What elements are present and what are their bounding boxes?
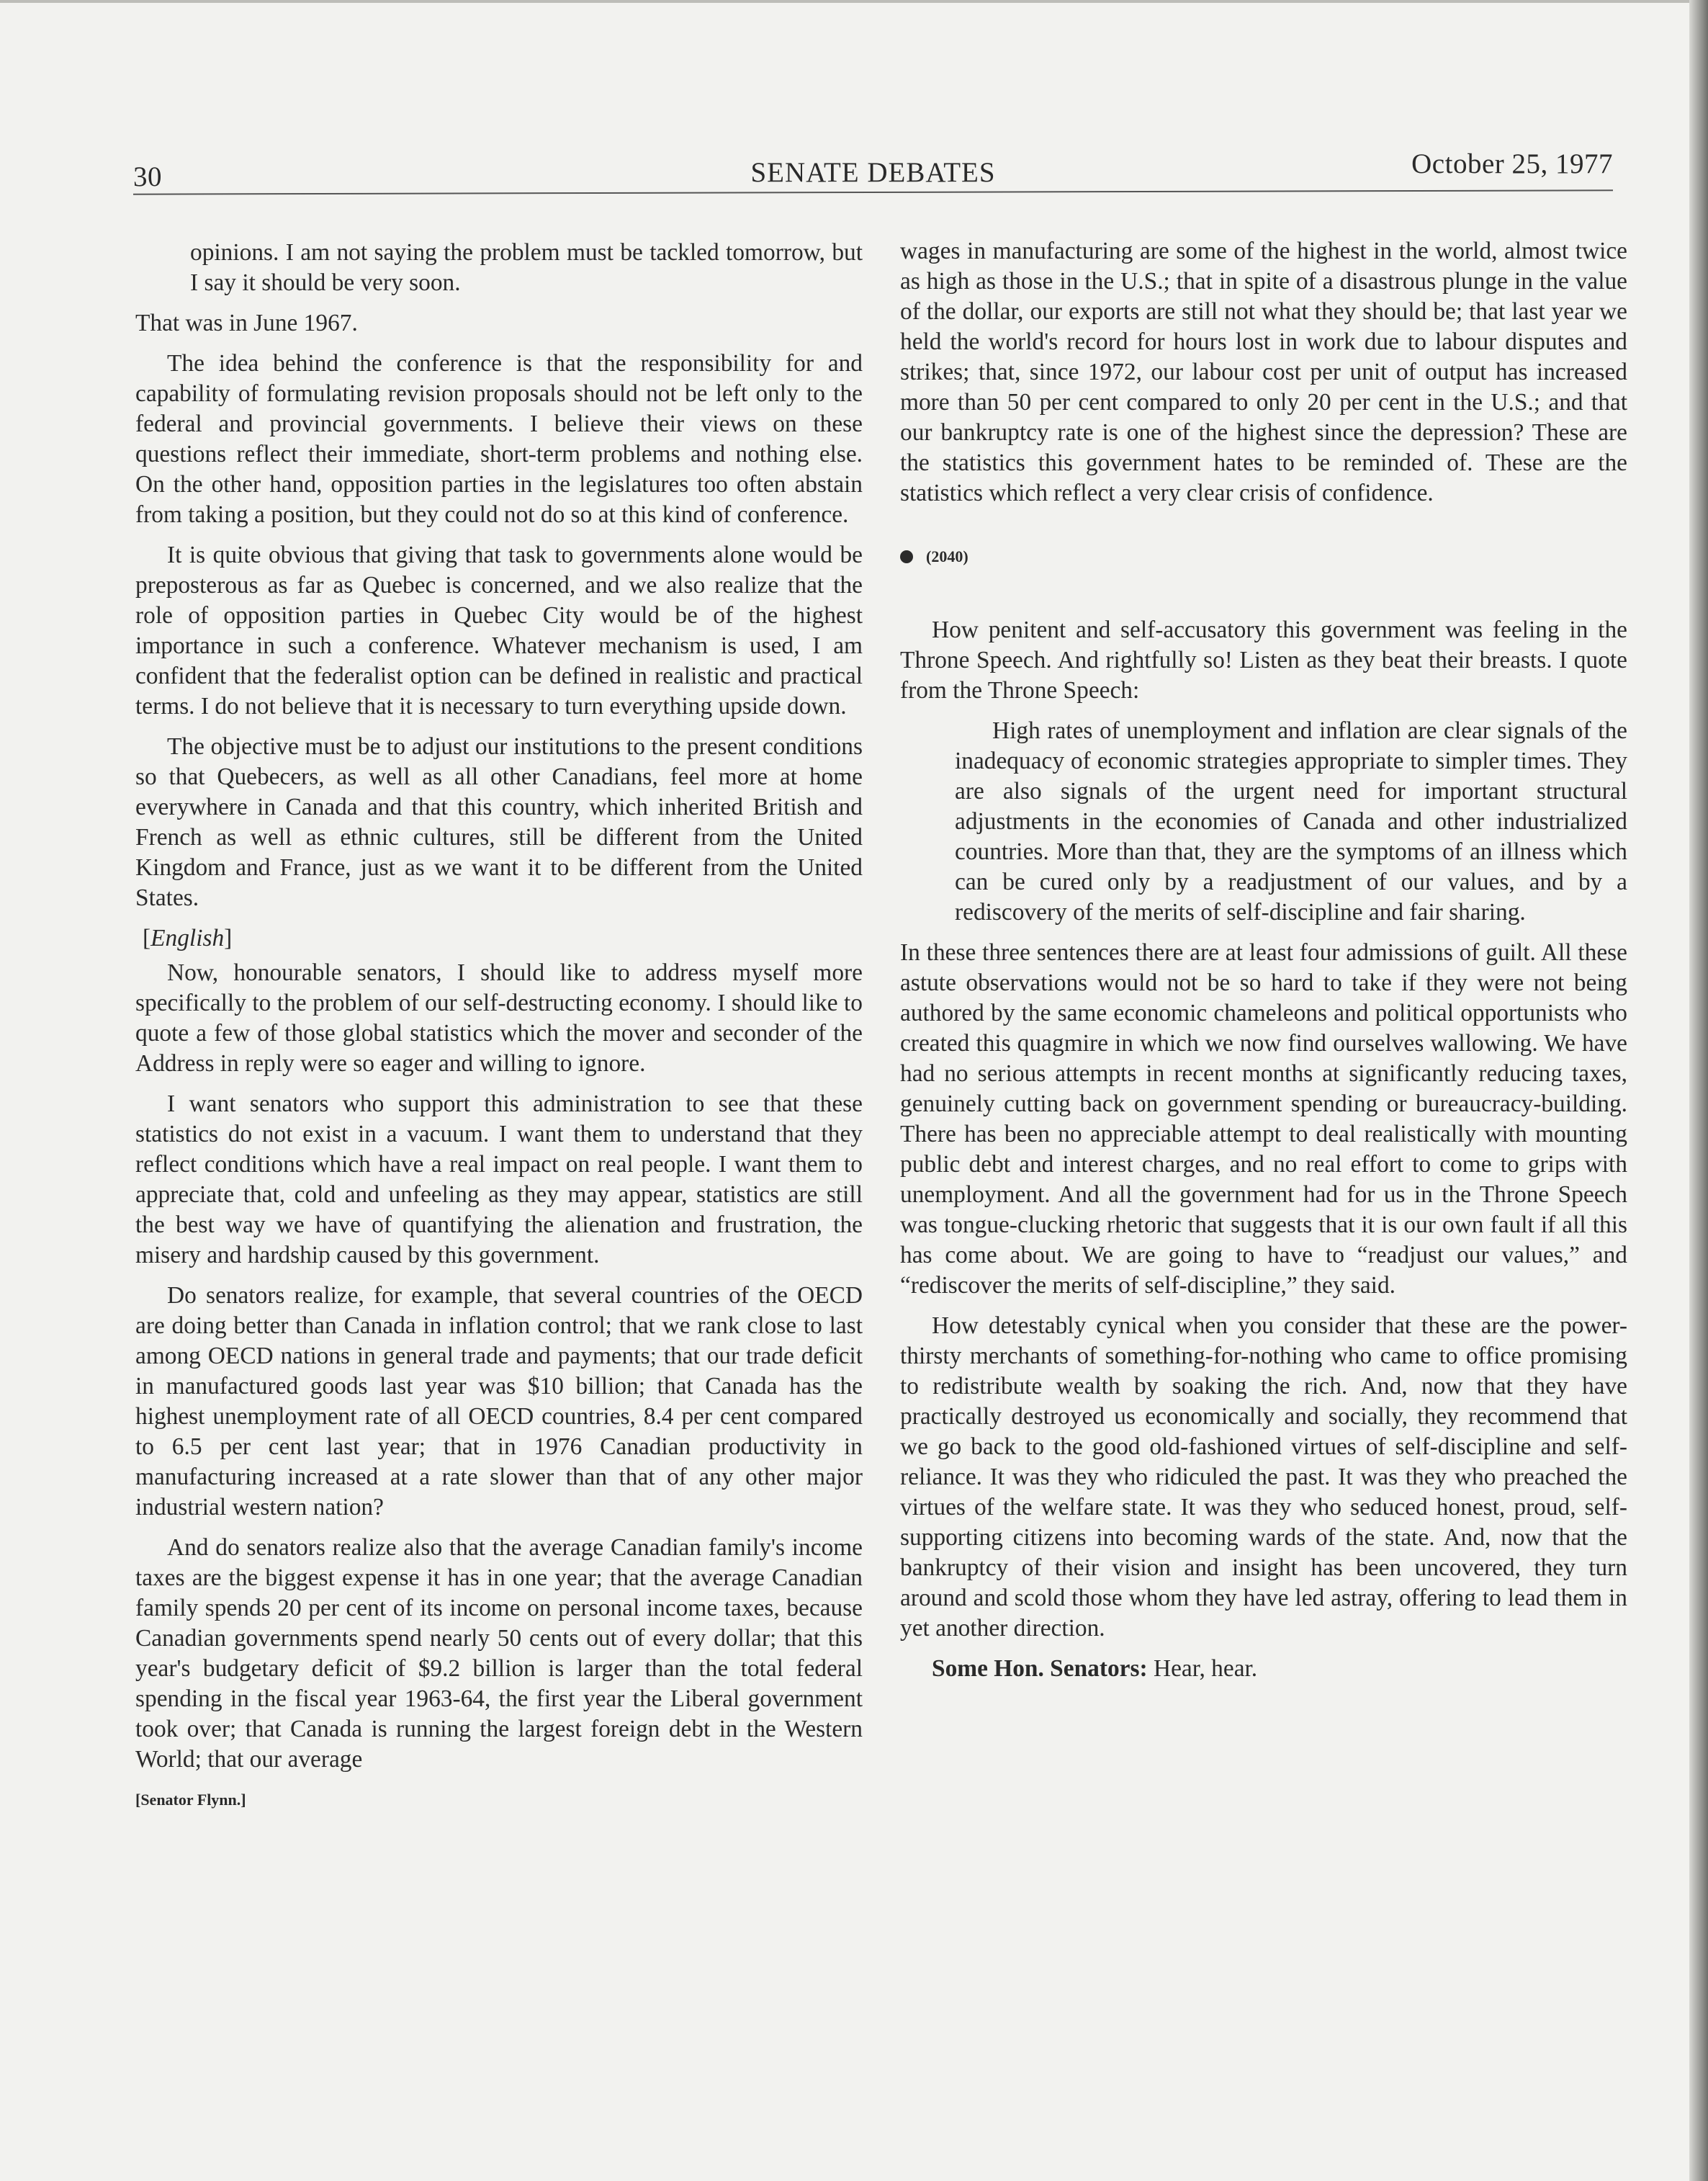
paragraph: How detestably cynical when you consider that these are the power-thirsty merchants of something-for-nothing who came to office promising to redistribute wealth by soaking the rich. And, now that they have practically destroyed us economically and socially, they recommend that we go back to the good old-fashioned virtues of self-discipline and self-reliance. It was they who ridiculed the past. It was they who preached the virtues of the welfare state. It was they who seduced honest, proud, self-supporting citizens into becoming wards of the state. And, now that the bankruptcy of their vision and insight has been uncovered, they turn around and scold those whom they have led astray, offering to lead them in yet another direction. [900,1312,1627,1642]
publication-date: October 25, 1977 [1411,148,1613,179]
time-marker-label: (2040) [926,547,968,565]
publication-title: SENATE DEBATES [750,157,996,188]
page-binding-edge [1689,0,1708,2181]
throne-speech-quote: High rates of unemployment and inflation are clear signals of the inadequacy of economic strategies appropriate to simpler times. They are also signals of the urgent need for important structural adjustments in the economies of Canada and other industrialized countries. More than that, they are the symptoms of an illness which can be cured only by a readjustment of our values, and by a rediscovery of the merits of self-discipline and fair sharing. [955,717,1627,926]
bullet-icon [900,550,913,563]
page-number: 30 [133,161,162,192]
language-marker [135,923,863,954]
speaker-name: Some Hon. Senators: [932,1655,1148,1682]
paragraph: I want senators who support this administration to see that these statistics do not exist in a vacuum. I want them to understand that they reflect conditions which have a real impact on real people. I want them to appreciate that, cold and unfeeling as they may appear, statistics are still the best way we have of quantifying the alienation and frustration, the misery and hardship caused by this government. [135,1090,863,1268]
speaker-byline: [Senator Flynn.] [135,1791,246,1809]
paragraph: Now, honourable senators, I should like to address myself more specifically to the problem of our self-destructing economy. I should like to quote a few of those global statistics which the mover and seconder of the Address in reply were so eager and willing to ignore. [135,959,863,1077]
paragraph: Do senators realize, for example, that several countries of the OECD are doing better than Canada in inflation control; that we rank close to last among OECD nations in general trade and payments; that our trade deficit in manufactured goods last year was $10 billion; that Canada has the highest unemployment rate of all OECD countries, 8.4 per cent compared to 6.5 per cent last year; that in 1976 Canadian productivity in manufacturing increased at a rate slower than that of any other major industrial western nation? [135,1282,863,1521]
language-marker-label: English [150,925,225,951]
paragraph: How penitent and self-accusatory this government was feeling in the Throne Speech. And rightfully so! Listen as they beat their breasts. I quote from the Throne Speech: [900,617,1627,704]
paragraph: It is quite obvious that giving that task to governments alone would be preposterous as far as Quebec is concerned, and we also realize that the role of opposition parties in Quebec City would be of the highest importance in such a conference. Whatever mechanism is used, I am confident that the federalist option can be defined in realistic and practical terms. I do not believe that it is necessary to turn everything upside down. [135,542,863,720]
language-marker-open: [ [143,925,151,951]
speaker-text: Hear, hear. [1153,1655,1258,1682]
quote-continuation: opinions. I am not saying the problem must be tackled tomorrow, but I say it should be very soon. [190,239,863,296]
paragraph-continued: wages in manufacturing are some of the highest in the world, almost twice as high as those in the U.S.; that in spite of a disastrous plunge in the value of the dollar, our exports are still not what they should be; that last year we held the world's record for hours lost in work due to labour disputes and strikes; that, since 1972, our labour cost per unit of output has increased more than 50 per cent compared to only 20 per cent in the U.S.; and that our bankruptcy rate is one of the highest since the depression? These are the statistics this government hates to be reminded of. These are the statistics which reflect a very clear crisis of confidence. [900,238,1627,506]
paragraph: The objective must be to adjust our institutions to the present conditions so that Quebecers, as well as all other Canadians, feel more at home everywhere in Canada and that this country, which inherited British and French as well as ethnic cultures, still be different from the United Kingdom and France, just as we want it to be different from the United States. [135,733,863,911]
paragraph: And do senators realize also that the average Canadian family's income taxes are the biggest expense it has in one year; that the average Canadian family spends 20 per cent of its income on personal income taxes, because Canadian governments spend nearly 50 cents out of every dollar; that this year's budgetary deficit of $9.2 billion is larger than the total federal spending in the fiscal year 1963-64, the first year the Liberal government took over; that Canada is running the largest foreign debt in the Western World; that our average [135,1534,863,1773]
paragraph: In these three sentences there are at least four admissions of guilt. All these astute observations would not be so hard to take if they were not being authored by the same economic chameleons and political opportunists who created this quagmire in which we now find ourselves wallowing. We have had no serious attempts in recent months at significantly reducing taxes, genuinely cutting back on government spending or bureaucracy-building. There has been no appreciable attempt to deal realistically with mounting public debt and interest charges, and no real effort to come to grips with unemployment. And all the government had for us in the Throne Speech was tongue-clucking rhetoric that suggests that it is our own fault if all this has come about. We are going to have to “readjust our values,” and “rediscover the merits of self-discipline,” they said. [900,939,1627,1299]
paragraph-date-note: That was in June 1967. [135,310,358,336]
paragraph: The idea behind the conference is that the responsibility for and capability of formulating revision proposals should not be left only to the federal and provincial governments. I believe their views on these questions reflect their immediate, short-term problems and nothing else. On the other hand, opposition parties in the legislatures too often abstain from taking a position, but they could not do so at this kind of conference. [135,350,863,528]
language-marker-close: ] [224,925,233,951]
page-top-edge [0,0,1708,3]
time-marker [900,542,1627,572]
left-column [135,238,863,1815]
page-header [133,148,1613,191]
right-column [900,236,1627,1694]
speaker-line [900,1654,1627,1684]
